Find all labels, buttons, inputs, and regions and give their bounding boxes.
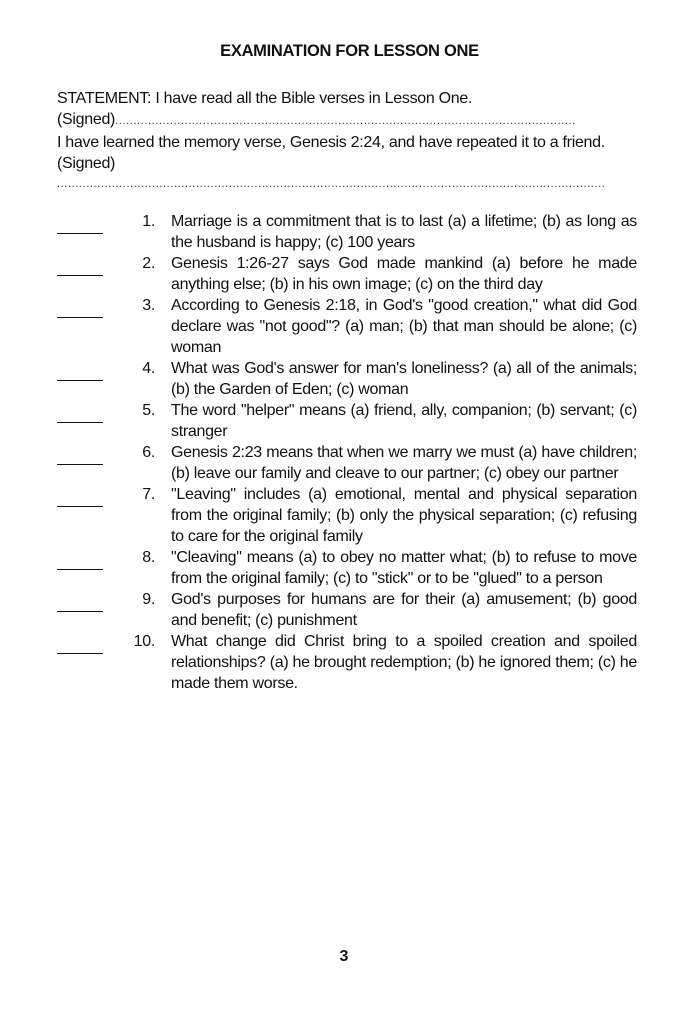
question-number: 7. [142,486,155,503]
question-number: 5. [142,402,155,419]
question-number: 3. [142,297,155,314]
question-item [57,631,637,694]
question-text: God's purposes for humans are for their (a) amusement; (b) good and benefit; (c) punishment [171,591,637,629]
answer-blank[interactable] [57,506,103,507]
answer-blank[interactable] [57,275,103,276]
answer-blank[interactable] [57,380,103,381]
question-list [57,211,637,694]
statement-read-text: STATEMENT: I have read all the Bible verses in Lesson One. [57,90,473,107]
question-item [57,442,637,484]
answer-blank[interactable] [57,569,103,570]
question-text: "Leaving" includes (a) emotional, mental and physical separation from the original family; (b) only the physical separation; (c) refusing to care for the original family [171,486,637,545]
question-text: The word "helper" means (a) friend, ally, companion; (b) servant; (c) stranger [171,402,637,440]
signature-dots-2[interactable]: ...................................................................................................................................................... [57,178,606,190]
answer-blank[interactable] [57,233,103,234]
exam-title: EXAMINATION FOR LESSON ONE [220,42,479,60]
answer-blank[interactable] [57,653,103,654]
question-number: 6. [142,444,155,461]
page-number: 3 [339,948,349,965]
question-number: 8. [142,549,155,566]
question-text: Genesis 2:23 means that when we marry we must (a) have children; (b) leave our family and cleave to our partner; (c) obey our partner [171,444,637,482]
signed-label-1: (Signed) [57,111,116,128]
question-item [57,547,637,589]
question-text: Genesis 1:26-27 says God made mankind (a) before he made anything else; (b) in his own image; (c) on the third day [171,255,637,293]
question-item [57,484,637,547]
question-item [57,295,637,358]
question-number: 10. [133,633,155,650]
question-number: 9. [142,591,155,608]
statement-block [57,88,637,194]
answer-blank[interactable] [57,422,103,423]
answer-blank[interactable] [57,317,103,318]
question-number: 2. [142,255,155,272]
question-item [57,253,637,295]
question-item [57,400,637,442]
question-item [57,358,637,400]
question-number: 1. [142,213,155,230]
question-text: What change did Christ bring to a spoiled creation and spoiled relationships? (a) he brought redemption; (b) he ignored them; (c) he made them worse. [171,633,637,692]
question-text: What was God's answer for man's loneliness? (a) all of the animals; (b) the Garden of Eden; (c) woman [171,360,637,398]
question-item [57,211,637,253]
question-item [57,589,637,631]
signature-line-1[interactable] [57,109,637,132]
answer-blank[interactable] [57,611,103,612]
question-text: According to Genesis 2:18, in God's "good creation," what did God declare was "not good"? (a) man; (b) that man should be alone; (c) woman [171,297,637,356]
signature-dots-1: .............................................................................................................................. [115,115,576,127]
question-number: 4. [142,360,155,377]
statement-memory-verse-text: I have learned the memory verse, Genesis 2:24, and have repeated it to a friend. (Signed) [57,134,605,172]
question-text: Marriage is a commitment that is to last (a) a lifetime; (b) as long as the husband is happy; (c) 100 years [171,213,637,251]
answer-blank[interactable] [57,464,103,465]
question-text: "Cleaving" means (a) to obey no matter what; (b) to refuse to move from the original family; (c) to "stick" or to be "glued" to a person [171,549,637,587]
